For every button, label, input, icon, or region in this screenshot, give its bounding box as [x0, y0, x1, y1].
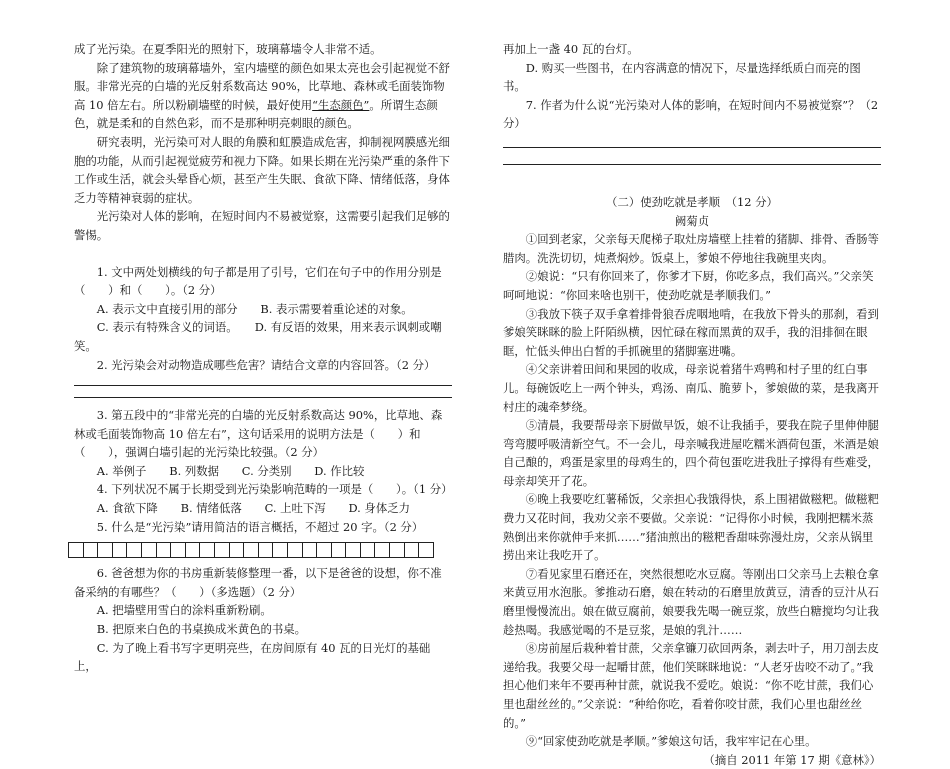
question-3: 3. 第五段中的“非常光亮的白墙的光反射系数高达 90%，比草地、森林或毛面装饰物高 10 倍左右”，这句话采用的说明方法是（ ）和（ ），强调白墙引起的光污染比较强。（2 分）	[74, 408, 443, 460]
grid-cell[interactable]	[156, 542, 172, 558]
source-citation: （摘自 2011 年第 17 期《意林》）	[703, 752, 881, 767]
question-6-option-c-continued: 再加上一盏 40 瓦的台灯。	[503, 42, 639, 56]
right-column	[503, 40, 881, 769]
paragraph-2: 除了建筑物的玻璃幕墙外，室内墙壁的颜色如果太亮也会引起视觉不舒服。非常光亮的白墙的光反射系数高达 90%，比草地、森林或毛面装饰物高 10 倍左右。所以粉刷墙壁的时候，最好使用“生态颜色”。所谓生态颜色，就是柔和的自然色彩，而不是那种明亮刺眼的颜色。	[74, 60, 450, 131]
question-1-options-cd: C. 表示有特殊含义的词语。 D. 有反语的效果，用来表示讽刺或嘲笑。	[74, 320, 442, 353]
grid-cell[interactable]	[214, 542, 230, 558]
question-4-options: A. 食欲下降 B. 情绪低落 C. 上吐下泻 D. 身体乏力	[96, 501, 410, 516]
question-6-option-b: B. 把原来白色的书桌换成米黄色的书桌。	[96, 622, 307, 637]
paragraph-4: 光污染对人体的影响，在短时间内不易被觉察，这需要引起我们足够的警惕。	[74, 209, 450, 242]
answer-line[interactable]	[74, 397, 452, 398]
left-column	[74, 40, 452, 676]
story-paragraph-4: ④父亲讲着田间和果园的收成，母亲说着猪牛鸡鸭和村子里的红白事儿。每碗饭吃上一两个钟头，鸡汤、南瓜、脆萝卜，爹娘做的菜，是我离开村庄的魂牵梦绕。	[503, 362, 879, 414]
paragraph-1: 成了光污染。在夏季阳光的照射下，玻璃幕墙令人非常不适。	[74, 42, 382, 56]
grid-cell[interactable]	[229, 542, 245, 558]
grid-cell[interactable]	[243, 542, 259, 558]
story-paragraph-6: ⑥晚上我要吃红薯稀饭，父亲担心我饿得快，系上围裙做糍粑。做糍粑费力又花时间，我劝父亲不要做。父亲说：“记得你小时候，我刚把糯米蒸熟倒出来你就伸手来抓……”猪油煎出的糍粑香甜味弥漫灶房，父亲从锅里捞出来让我吃开了。	[503, 492, 879, 563]
story-paragraph-2: ②娘说：“只有你回来了，你爹才下厨，你吃多点，我们高兴。”父亲笑呵呵地说：“你回来啥也别干，使劲吃就是孝顺我们。”	[503, 269, 874, 302]
answer-line[interactable]	[74, 385, 452, 386]
grid-cell[interactable]	[185, 542, 201, 558]
story-paragraph-5: ⑤清晨，我要帮母亲下厨做早饭，娘不让我插手，要我在院子里伸伸腿弯弯腰呼吸清新空气。不一会儿，母亲喊我进屋吃糯米酒荷包蛋，米酒是娘自己酿的，鸡蛋是家里的母鸡生的，四个荷包蛋吃进我肚子撑得有些难受，母亲却笑开了花。	[503, 418, 879, 488]
grid-cell[interactable]	[404, 542, 420, 558]
question-5: 5. 什么是“光污染”请用简洁的语言概括，不超过 20 字。（2 分）	[96, 519, 424, 534]
underlined-phrase: “生态颜色”	[312, 97, 370, 112]
question-3-options: A. 举例子 B. 列数据 C. 分类别 D. 作比较	[96, 463, 365, 478]
section-title: （二）使劲吃就是孝顺 （12 分）	[606, 194, 778, 209]
grid-cell[interactable]	[258, 542, 274, 558]
answer-grid[interactable]	[68, 542, 452, 558]
story-paragraph-8: ⑧房前屋后栽种着甘蔗，父亲拿镰刀砍回两条，剥去叶子，用刀剖去皮递给我。我要父母一起嚼甘蔗，他们笑眯眯地说：“人老牙齿咬不动了。”我担心他们来年不要再种甘蔗，就说我不爱吃。娘说：“你不吃甘蔗，我们心里也甜丝丝的。”父亲说：“种给你吃，看着你咬甘蔗，我们心里也甜丝丝的。”	[503, 641, 879, 730]
story-paragraph-3: ③我放下筷子双手拿着排骨狼吞虎咽地啃，在我放下骨头的那刹，看到爹娘笑眯眯的脸上阡陌纵横，因忙碌在稼而黑黄的双手，我的泪排徊在眼眶，忙低头伸出白皙的手抓碗里的猪脚塞进嘴。	[503, 306, 879, 358]
answer-line[interactable]	[503, 147, 881, 148]
grid-cell[interactable]	[199, 542, 215, 558]
story-paragraph-9: ⑨“回家使劲吃就是孝顺。”爹娘这句话，我牢牢记在心里。	[525, 734, 817, 749]
grid-cell[interactable]	[141, 542, 157, 558]
grid-cell[interactable]	[83, 542, 99, 558]
question-1-options-ab: A. 表示文中直接引用的部分 B. 表示需要着重论述的对象。	[96, 301, 413, 316]
grid-cell[interactable]	[302, 542, 318, 558]
question-6-option-a: A. 把墙壁用雪白的涂料重新粉刷。	[96, 603, 272, 618]
grid-cell[interactable]	[272, 542, 288, 558]
grid-cell[interactable]	[389, 542, 405, 558]
question-6-option-c: C. 为了晚上看书写字更明亮些，在房间原有 40 瓦的日光灯的基础上，	[74, 640, 431, 674]
grid-cell[interactable]	[345, 542, 361, 558]
grid-cell[interactable]	[418, 542, 434, 558]
grid-cell[interactable]	[316, 542, 332, 558]
grid-cell[interactable]	[374, 542, 390, 558]
question-6-option-d: D. 购买一些图书，在内容满意的情况下，尽量选择纸质白而亮的图书。	[503, 60, 861, 94]
question-4: 4. 下列状况不属于长期受到光污染影响范畴的一项是（ ）。（1 分）	[96, 482, 453, 497]
paragraph-3: 研究表明，光污染可对人眼的角膜和虹膜造成危害，抑制视网膜感光细胞的功能，从而引起视觉疲劳和视力下降。如果长期在光污染严重的条件下工作或生活，就会头晕昏心烦，甚至产生失眠、食欲下降、情绪低落，身体乏力等精神衰弱的症状。	[74, 134, 450, 205]
grid-cell[interactable]	[331, 542, 347, 558]
question-2: 2. 光污染会对动物造成哪些危害？请结合文章的内容回答。（2 分）	[96, 357, 436, 372]
grid-cell[interactable]	[97, 542, 113, 558]
question-1: 1. 文中两处划横线的句子都是用了引号，它们在句子中的作用分别是（ ）和（ ）。（2 分）	[74, 264, 442, 298]
grid-cell[interactable]	[126, 542, 142, 558]
grid-cell[interactable]	[68, 542, 84, 558]
question-6: 6. 爸爸想为你的书房重新装修整理一番，以下是爸爸的设想，你不准备采纳的有哪些？（ ）（多选题）（2 分）	[74, 566, 442, 599]
grid-cell[interactable]	[170, 542, 186, 558]
grid-cell[interactable]	[287, 542, 303, 558]
question-7: 7. 作者为什么说“光污染对人体的影响，在短时间内不易被觉察”？（2 分）	[503, 97, 879, 131]
grid-cell[interactable]	[112, 542, 128, 558]
story-paragraph-1: ①回到老家，父亲每天爬梯子取灶房墙壁上挂着的猪脚、排骨、香肠等腊肉。洗洗切切，炖煮焖炒。饭桌上，爹娘不停地往我碗里夹肉。	[503, 232, 879, 265]
grid-cell[interactable]	[360, 542, 376, 558]
author-name: 阙菊贞	[674, 213, 710, 228]
story-paragraph-7: ⑦看见家里石磨还在，突然很想吃水豆腐。等刚出口父亲马上去粮仓拿来黄豆用水泡胀。爹推动石磨，娘在转动的石磨里放黄豆，清香的豆汁从石磨里慢慢流出。娘在做豆腐前，娘要我先喝一碗豆浆，放些白糖搅均匀让我趁热喝。我感觉喝的不是豆浆，是娘的乳汁……	[503, 566, 879, 637]
